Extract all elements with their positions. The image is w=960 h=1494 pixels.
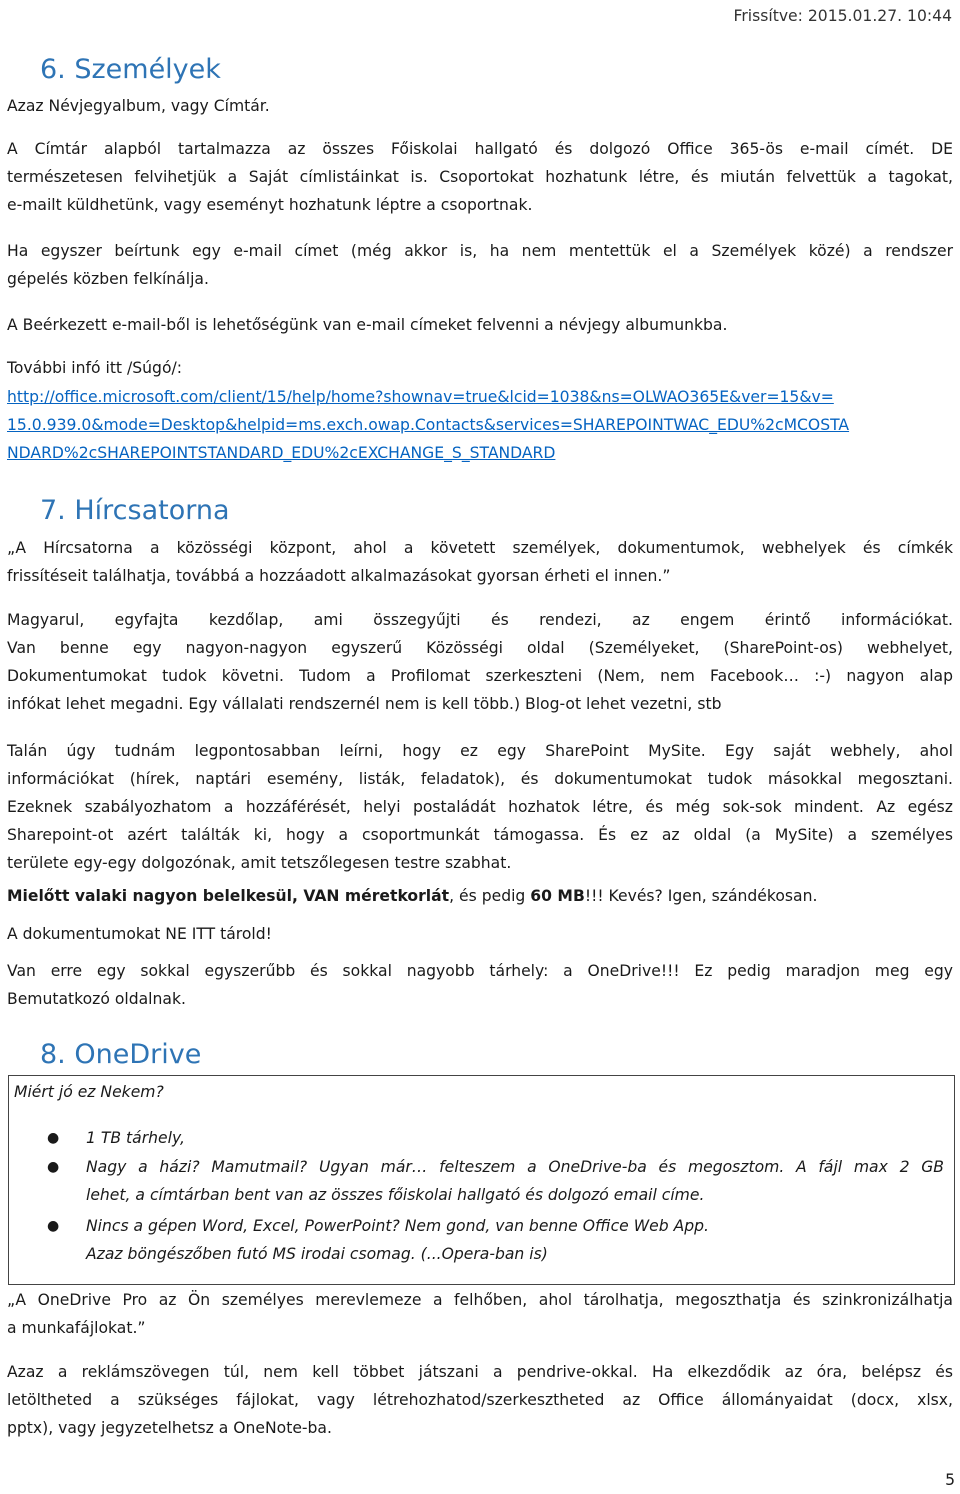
warning-note: A dokumentumokat NE ITT tárold! bbox=[7, 925, 272, 943]
section-7-paragraph-1 bbox=[7, 606, 953, 718]
help-label: További infó itt /Súgó/: bbox=[7, 359, 182, 377]
section-6-paragraph-1 bbox=[7, 135, 953, 219]
size-limit-bold: Mielőtt valaki nagyon belelkesül, VAN méretkorlát bbox=[7, 887, 450, 905]
bullet-icon: ● bbox=[47, 1218, 60, 1234]
bullet-icon: ● bbox=[47, 1159, 60, 1175]
text-line: Dokumentumokat tudok követni. Tudom a Profilomat szerkeszteni (Nem, nem Facebook… :-) nagyon alap bbox=[7, 667, 953, 685]
text-line: Azaz a reklámszövegen túl, nem kell többet játszani a pendrive-okkal. Ha elkezdődik az óra, belépsz és bbox=[7, 1363, 953, 1381]
text-line: Ha egyszer beírtunk egy e-mail címet (még akkor is, ha nem mentettük el a Személyek közé) a rendszer bbox=[7, 242, 953, 260]
text-line: letöltheted a szükséges fájlokat, vagy létrehozhatod/szerkesztheted az Office állományaidat (docx, xlsx, bbox=[7, 1391, 953, 1409]
text-line: Nagy a házi? Mamutmail? Ugyan már… felteszem a OneDrive-ba és megosztom. A fájl max 2 GB bbox=[86, 1158, 944, 1176]
text-line: „A Hírcsatorna a közösségi központ, ahol a követett személyek, dokumentumok, webhelyek és címkék bbox=[7, 539, 953, 557]
link-line[interactable]: 15.0.939.0&mode=Desktop&helpid=ms.exch.owap.Contacts&services=SHAREPOINTWAC_EDU%2cMCOSTA bbox=[7, 416, 850, 434]
text-line: Van benne egy nagyon-nagyon egyszerű Közösségi oldal (Személyeket, (SharePoint-os) webhelyet, bbox=[7, 639, 953, 657]
section-8-heading: 8. OneDrive bbox=[40, 1039, 202, 1070]
text-line: lehet, a címtárban bent van az összes főiskolai hallgató és dolgozó email címe. bbox=[86, 1186, 705, 1204]
section-6-intro: Azaz Névjegyalbum, vagy Címtár. bbox=[7, 97, 270, 115]
benefits-box bbox=[8, 1075, 955, 1285]
section-6-paragraph-2 bbox=[7, 237, 953, 293]
bullet-item: 1 TB tárhely, bbox=[86, 1129, 185, 1147]
section-7-quote bbox=[7, 534, 953, 590]
text-line: Sharepoint-ot azért találták ki, hogy a csoportmunkát támogassa. És ez az oldal (a MySite) a személyes bbox=[7, 826, 953, 844]
section-6-heading: 6. Személyek bbox=[40, 54, 221, 85]
bullet-icon: ● bbox=[47, 1130, 60, 1146]
text-line: Nincs a gépen Word, Excel, PowerPoint? Nem gond, van benne Office Web App. bbox=[86, 1217, 710, 1235]
size-limit-note bbox=[7, 882, 817, 910]
text-line: természetesen felvihetjük a Saját címlistáinkat is. Csoportokat hozhatunk létre, és miután felvettük a tagokat, bbox=[7, 168, 953, 186]
section-7-paragraph-2 bbox=[7, 737, 953, 877]
bullet-item bbox=[86, 1153, 944, 1209]
size-limit-value: 60 MB bbox=[530, 887, 585, 905]
page-number: 5 bbox=[945, 1471, 955, 1489]
benefits-title: Miért jó ez Nekem? bbox=[14, 1083, 164, 1101]
bullet-item bbox=[86, 1212, 709, 1268]
help-link[interactable] bbox=[7, 383, 849, 467]
updated-timestamp: Frissítve: 2015.01.27. 10:44 bbox=[733, 7, 952, 25]
text-line: Ezeknek szabályozhatom a hozzáférését, helyi postaládát hozhatok létre, és még sok-sok mindent. Az egész bbox=[7, 798, 953, 816]
size-limit-end: !!! Kevés? Igen, szándékosan. bbox=[584, 887, 818, 905]
text-line: „A OneDrive Pro az Ön személyes merevlemeze a felhőben, ahol tárolhatja, megoszthatja és szinkronizálhatja bbox=[7, 1291, 953, 1309]
link-line[interactable]: NDARD%2cSHAREPOINTSTANDARD_EDU%2cEXCHANGE_S_STANDARD bbox=[7, 444, 556, 462]
text-line: Bemutatkozó oldalnak. bbox=[7, 990, 186, 1008]
text-line: A Címtár alapból tartalmazza az összes Főiskolai hallgató és dolgozó Office 365-ös e-mail címét. DE bbox=[7, 140, 953, 158]
text-line: a munkafájlokat.” bbox=[7, 1319, 146, 1337]
text-line: e-mailt küldhetünk, vagy eseményt hozhatunk léptre a csoportnak. bbox=[7, 196, 533, 214]
text-line: információkat (hírek, naptári esemény, listák, feladatok), és dokumentumokat tudok másokkal megosztani. bbox=[7, 770, 953, 788]
section-7-heading: 7. Hírcsatorna bbox=[40, 495, 230, 526]
link-line[interactable]: http://office.microsoft.com/client/15/help/home?shownav=true&lcid=1038&ns=OLWAO365E&ver=15&v= bbox=[7, 388, 834, 406]
section-8-quote bbox=[7, 1286, 953, 1342]
section-6-paragraph-3: A Beérkezett e-mail-ből is lehetőségünk van e-mail címeket felvenni a névjegy albumunkba. bbox=[7, 316, 728, 334]
text-line: területe egy-egy dolgozónak, amit tetszőlegesen testre szabhat. bbox=[7, 854, 512, 872]
text-line: frissítéseit találhatja, továbbá a hozzáadott alkalmazásokat gyorsan érheti el innen.” bbox=[7, 567, 671, 585]
text-line: Talán úgy tudnám legpontosabban leírni, hogy ez egy SharePoint MySite. Egy saját webhely, ahol bbox=[7, 742, 953, 760]
text-line: gépelés közben felkínálja. bbox=[7, 270, 209, 288]
size-limit-mid: , és pedig bbox=[449, 887, 531, 905]
text-line: Van erre egy sokkal egyszerűbb és sokkal nagyobb tárhely: a OneDrive!!! Ez pedig maradjon meg egy bbox=[7, 962, 953, 980]
text-line: Azaz böngészőben futó MS irodai csomag. (...Opera-ban is) bbox=[86, 1245, 548, 1263]
text-line: Magyarul, egyfajta kezdőlap, ami összegyűjti és rendezi, az engem érintő információkat. bbox=[7, 611, 953, 629]
text-line: pptx), vagy jegyzetelhetsz a OneNote-ba. bbox=[7, 1419, 332, 1437]
text-line: infókat lehet megadni. Egy vállalati rendszernél nem is kell több.) Blog-ot lehet vezetni, stb bbox=[7, 695, 722, 713]
section-8-paragraph-1 bbox=[7, 1358, 953, 1442]
section-7-paragraph-5 bbox=[7, 957, 953, 1013]
